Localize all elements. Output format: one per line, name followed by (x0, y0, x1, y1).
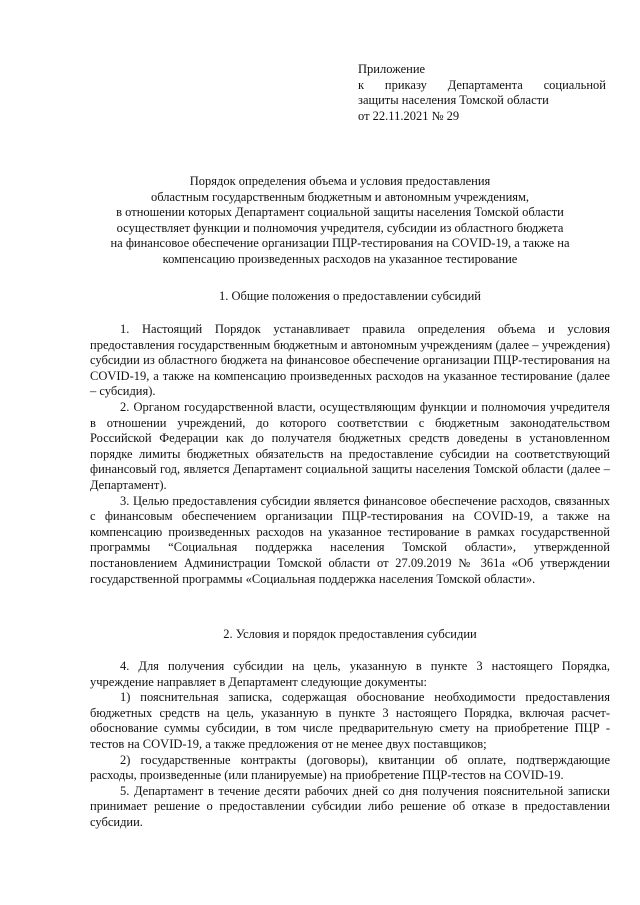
paragraph-5: 5. Департамент в течение десяти рабочих дней со дня получения пояснительной записки принимает решение о предоставлении субсидии либо решение об отказе в предоставлении субсидии. (90, 783, 610, 829)
title-line: на финансовое обеспечение организации ПЦР-тестирования на COVID-19, а также на (110, 236, 570, 251)
title-line: областным государственным бюджетным и автономным учреждениям, (150, 189, 530, 204)
appendix-department-line: защиты населения Томской области (358, 93, 549, 108)
subitem-2: 2) государственные контракты (договоры), квитанции об оплате, подтверждающие расходы, произведенные (или планируемые) на приобретение ПЦР-тестов на COVID-19. (90, 752, 610, 783)
appendix-label: Приложение (358, 62, 426, 76)
title-line: Порядок определения объема и условия предоставления (189, 174, 491, 188)
paragraph-4: 4. Для получения субсидии на цель, указанную в пункте 3 настоящего Порядка, учреждение направляет в Департамент следующие документы: (90, 659, 610, 689)
paragraph-2: 2. Органом государственной власти, осуществляющим функции и полномочия учредителя в отношении учреждений, до которого соответствии с бюджетным законодательством Российской Федерации как до получателя бюджетных средств доведены в установленном порядке лимиты бюджетных обязательств на предоставление субсидии на соответствующий финансовый год, является Департамент социальной защиты населения Томской области (далее – Департамент). (90, 399, 610, 492)
appendix-order-line: к приказу Департамента социальной (358, 77, 606, 92)
section-1-body (90, 322, 610, 587)
section-2-body (90, 659, 610, 831)
paragraph-3: 3. Целью предоставления субсидии является финансовое обеспечение расходов, связанных с финансовым обеспечением организации ПЦР-тестирования на COVID-19, а также на компенсацию произведенных расходов на указанное тестирование в рамках государственной программы “Социальная поддержка населения Томской области», утвержденной постановлением Администрации Томской области от 27.09.2019 № 361а «Об утверждении государственной программы «Социальная поддержка населения Томской области». (90, 493, 610, 586)
section-1-heading: 1. Общие положения о предоставлении субсидий (219, 289, 481, 303)
appendix-date-line: от 22.11.2021 № 29 (358, 108, 460, 123)
paragraph-1: 1. Настоящий Порядок устанавливает правила определения объема и условия предоставления государственным бюджетным и автономным учреждениям (далее – учреждения) субсидии из областного бюджета на финансовое обеспечение организации ПЦР-тестирования на COVID-19, а также на компенсацию произведенных расходов на указанное тестирование (далее – субсидия). (90, 322, 610, 399)
title-line: компенсацию произведенных расходов на указанное тестирование (162, 251, 518, 266)
appendix-block (358, 62, 606, 124)
subitem-1: 1) пояснительная записка, содержащая обоснование необходимости предоставления бюджетных средств на цель, указанную в пункте 3 настоящего Порядка, включая расчет-обоснование суммы субсидии, в том числе предварительную смету на приобретение ПЦР - тестов на COVID-19, а также предложения от не менее двух поставщиков; (90, 690, 610, 751)
title-line: осуществляет функции и полномочия учредителя, субсидии из областного бюджета (116, 220, 564, 235)
document-title (60, 174, 620, 268)
section-2-heading: 2. Условия и порядок предоставления субсидии (223, 627, 477, 641)
title-line: в отношении которых Департамент социальной защиты населения Томской области (116, 205, 564, 220)
